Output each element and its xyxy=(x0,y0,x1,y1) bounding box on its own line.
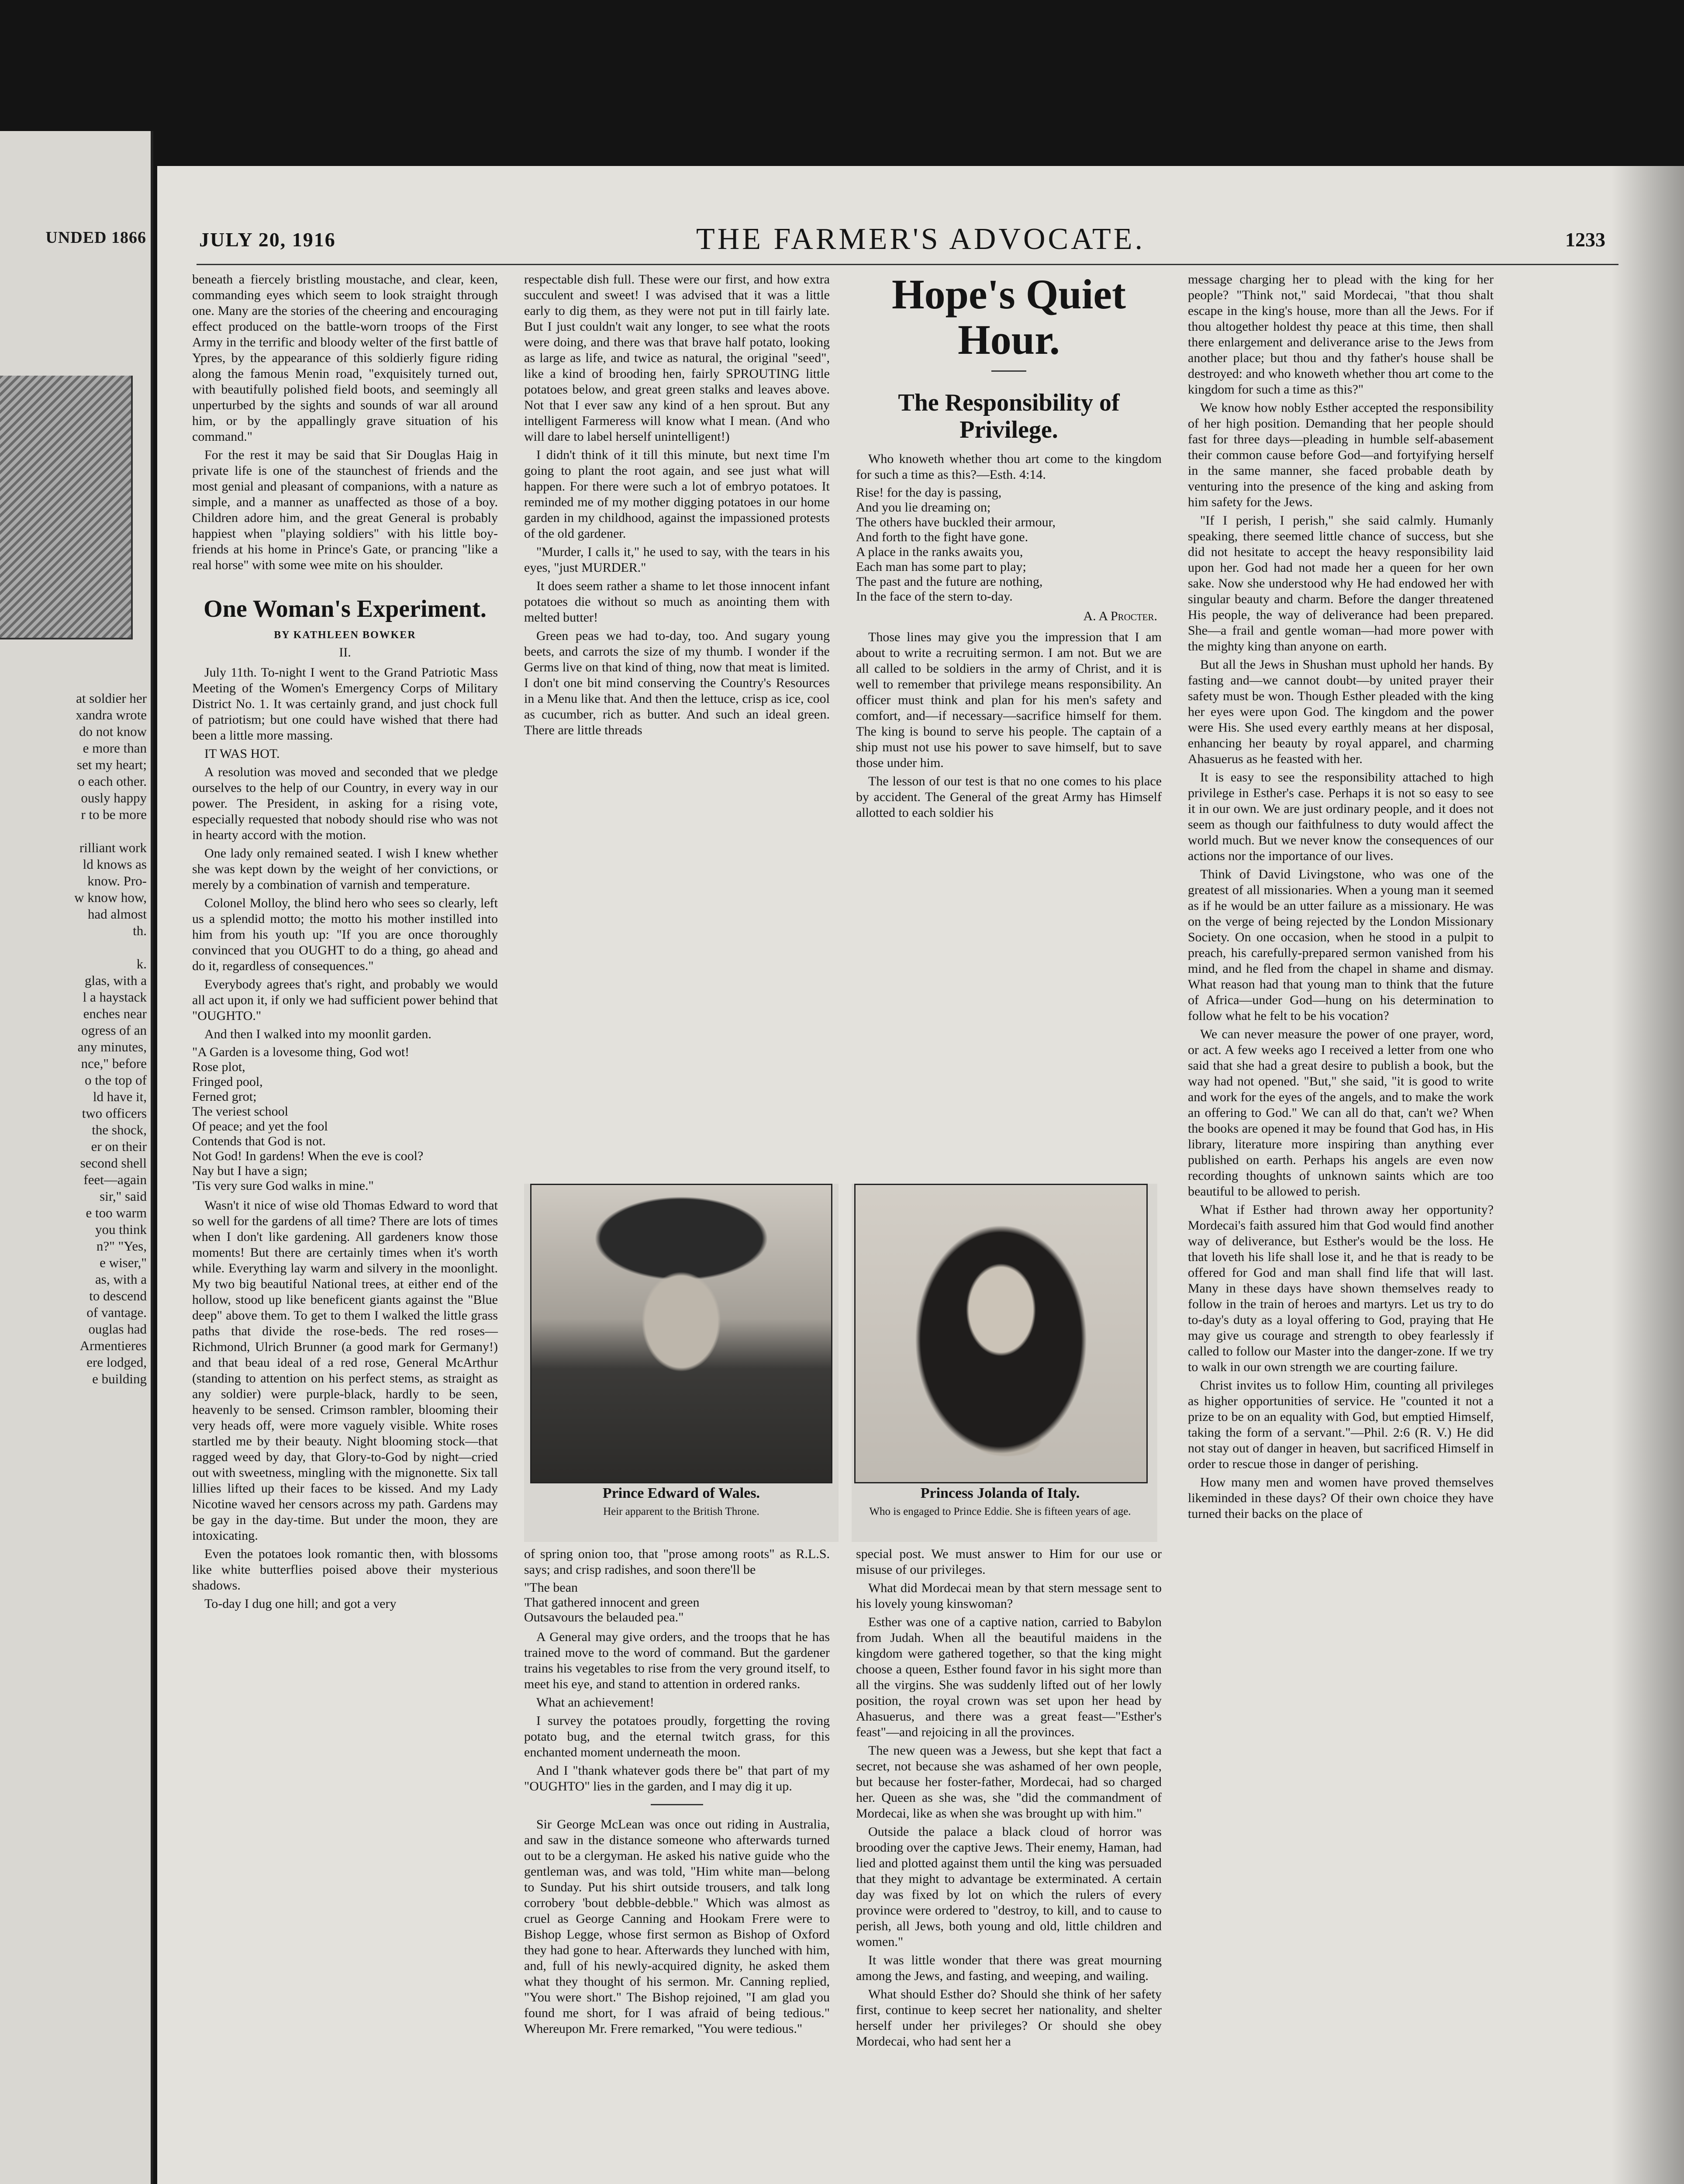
prince-subcaption: Heir apparent to the British Throne. xyxy=(603,1506,759,1517)
sermon-paragraph: We know how nobly Esther accepted the responsibility of her high position. Demanding that her people should fast for three days—pleading in humble self-abasement their common cause before God—and fortyifying herself in the same manner, she faced probable death by venturing into the presence of the king and asking from him safety for the Jews. xyxy=(1188,401,1494,509)
facing-page-line: glas, with a xyxy=(84,973,147,988)
princess-caption: Princess Jolanda of Italy. xyxy=(920,1485,1080,1501)
article-paragraph: Even the potatoes look romantic then, with blossoms like white butterflies poised above their mysterious shadows. xyxy=(192,1547,498,1593)
article-part: II. xyxy=(339,645,351,660)
facing-page-line: ously happy xyxy=(81,790,147,805)
publication-title: THE FARMER'S ADVOCATE. xyxy=(696,222,1146,256)
princess-subcaption: Who is engaged to Prince Eddie. She is fifteen years of age. xyxy=(869,1506,1131,1517)
sermon-paragraph: Outside the palace a black cloud of horror was brooding over the captive Jews. Their enemy, Haman, had lied and plotted against them until the king was persuaded that they might to advantage be exterminated. A certain day was fixed by lot on which the rulers of every province were ordered to "destroy, to kill, and to cause to perish, all Jews, both young and old, little children and women." xyxy=(856,1825,1162,1949)
photo-prince-block xyxy=(524,1184,839,1542)
page-header xyxy=(157,166,1684,271)
garden-poem: "A Garden is a lovesome thing, God wot! Rose plot, Fringed pool, Ferned grot; The veriest school Of peace; and yet the fool Contends that God is not. Not God! In gardens! When the eve is cool? Nay but I have a sign; 'Tis very sure God walks in mine." xyxy=(192,1045,424,1193)
sermon-paragraph: Esther was one of a captive nation, carried to Babylon from Judah. When all the beautiful maidens in the kingdom were gathered together, so that the king might choose a queen, Esther found favor in his sight more than all the virgins. She was suddenly lifted out of her lowly position, the royal crown was set upon her head by Ahasuerus, and there was a great feast—"Esther's feast"—and rejoicing in all the provinces. xyxy=(856,1615,1162,1739)
article-paragraph: It does seem rather a shame to let those innocent infant potatoes die without so much as anointing them with melted butter! xyxy=(524,579,830,625)
princess-photo xyxy=(854,1184,1148,1483)
article-paragraph: "Murder, I calls it," he used to say, with the tears in his eyes, "just MURDER." xyxy=(524,545,830,575)
epigraph: Who knoweth whether thou art come to the kingdom for such a time as this?—Esth. 4:14. xyxy=(856,452,1162,482)
sermon-paragraph: Think of David Livingstone, who was one of the greatest of all missionaries. When a young man it seemed as if he would be an utter failure as a missionary. He was on the verge of being rejected by the London Missionary Society. On one occasion, when he stood in a pulpit to preach, his carefully-prepared sermon vanished from his mind, and he fled from the chapel in shame and dismay. What reason had that young man to think that the future of Africa—under God—hung on his determination to follow what he felt to be his vocation? xyxy=(1188,867,1494,1023)
column-3-bottom xyxy=(856,1546,1162,2052)
haig-paragraph: beneath a fiercely bristling moustache, and clear, keen, commanding eyes which seem to look straight through one. Many are the stories of the cheering and encouraging effect produced on the battle-worn troops of the First Army in the terrific and bloody welter of the first battle of Ypres, by the appearance of this soldierly figure riding along the famous Menin road, "exquisitely turned out, with beautifully polished field boots, and seemingly all unperturbed by the sights and sounds of war all around him, or by the appallingly grave situation of his command." xyxy=(192,272,498,444)
facing-page-line: you think xyxy=(95,1222,147,1237)
column-3-top xyxy=(856,272,1162,823)
facing-page-line: er on their xyxy=(91,1139,147,1154)
facing-page-line: e too warm xyxy=(86,1205,147,1220)
facing-page-line: e building xyxy=(92,1371,147,1386)
facing-page-line: as, with a xyxy=(95,1272,147,1287)
facing-page-line: o the top of xyxy=(84,1072,147,1088)
prince-photo xyxy=(530,1184,832,1483)
facing-page-line: w know how, xyxy=(74,890,147,905)
facing-page-line: at soldier her xyxy=(76,691,147,706)
section-subtitle: The Responsibility of Privilege. xyxy=(898,389,1120,443)
facing-page-line: o each other. xyxy=(78,774,147,789)
article-paragraph: One lady only remained seated. I wish I knew whether she was kept down by the weight of her convictions, or merely by a combination of varnish and temperature. xyxy=(192,846,498,892)
prince-caption: Prince Edward of Wales. xyxy=(602,1485,760,1501)
article-paragraph: And then I walked into my moonlit garden. xyxy=(204,1027,431,1041)
column-2-top xyxy=(524,272,830,741)
sermon-paragraph: We can never measure the power of one prayer, word, or act. A few weeks ago I received a letter from one who said that she had a great desire to publish a book, but the way had not opened. "But," she said, "it is good to write and work for the eyes of the angels, and to make the work an offering to God." We can all do that, can't we? When the books are opened it may be found that God has, in His library, literature more inspiring than anything ever published on earth. Perhaps his angels are even now recording thoughts of unknown saints which are too beautiful to be allowed to perish. xyxy=(1188,1027,1494,1199)
article-paragraph: A resolution was moved and seconded that we pledge ourselves to the help of our Country, in every way in our power. The President, in asking for a rising vote, especially requested that nobody should rise who was not in hearty accord with the motion. xyxy=(192,765,498,842)
facing-page-line: ld knows as xyxy=(83,857,147,872)
haig-paragraph: For the rest it may be said that Sir Douglas Haig in private life is one of the staunchest of friends and the most genial and pleasant of companions, with a nature as simple, and a manner as unaffected as those of a boy. Children adore him, and the great General is probably happiest when "playing soldiers" with his little boy-friends at his home in Prince's Gate, or prancing "like a real horse" with some wee mite on his shoulder. xyxy=(192,448,498,572)
article-byline: BY KATHLEEN BOWKER xyxy=(274,629,416,641)
article-paragraph: July 11th. To-night I went to the Grand Patriotic Mass Meeting of the Women's Emergency Corps of Military District No. 1. It was certainly grand, and just chock full of patriotism; but one could have wished that there had been a little more massing. xyxy=(192,665,498,743)
facing-page-line: e wiser," xyxy=(100,1255,147,1270)
facing-page-line: ouglas had xyxy=(88,1321,147,1337)
photo-princess-block xyxy=(852,1184,1157,1542)
sermon-paragraph: message charging her to plead with the king for her people? "Think not," said Mordecai, "that thou shalt escape in the king's house, more than all the Jews. For if thou altogether holdest thy peace at this time, then shall there enlargement and deliverance arise to the Jews from another place; but thou and thy father's house shall be destroyed: and who knoweth whether thou art come to the kingdom for such a time as this?" xyxy=(1188,272,1494,397)
article-paragraph: I didn't think of it till this minute, but next time I'm going to plant the root again, and see just what will happen. For there were such a lot of embryo potatoes. It reminded me of my mother digging potatoes in our home garden in my childhood, against the impassioned protests of the old gardener. xyxy=(524,448,830,541)
article-paragraph: What an achievement! xyxy=(536,1695,654,1710)
facing-page-line: the shock, xyxy=(92,1122,147,1137)
facing-page-fragment xyxy=(0,131,153,2184)
sermon-paragraph: What did Mordecai mean by that stern message sent to his lovely young kinswoman? xyxy=(856,1581,1162,1611)
page-number: 1233 xyxy=(1565,228,1605,251)
sermon-paragraph: Christ invites us to follow Him, counting all privileges as higher opportunities of service. He "counted it not a prize to be on an equality with God, but emptied Himself, taking the form of a servant."—Phil. 2:6 (R. V.) He did not stay out of danger in heaven, but sacrificed Himself in order to rescue those in danger of perishing. xyxy=(1188,1378,1494,1471)
facing-page-line: rilliant work xyxy=(79,840,147,855)
facing-page-line: sir," said xyxy=(100,1189,147,1204)
facing-page-line: n?" "Yes, xyxy=(96,1238,147,1254)
sermon-paragraph: Those lines may give you the impression that I am about to write a recruiting sermon. I am not. But we are all called to be soldiers in the army of Christ, and it is well to remember that privilege means responsibility. An officer must think and plan for his men's safety and comfort, and—if necessary—sacrifice himself for them. The king is bound to serve his people. The captain of a ship must not use his power to save himself, but to save those under him. xyxy=(856,630,1162,770)
article-paragraph: A General may give orders, and the troops that he has trained move to the word of command. But the gardener trains his vegetables to rise from the very ground itself, to meet his eye, and stand to attention in ordered ranks. xyxy=(524,1630,830,1691)
facing-page-line: any minutes, xyxy=(77,1039,147,1054)
facing-page-line: k. xyxy=(136,956,147,971)
facing-page-line: r to be more xyxy=(81,807,147,822)
facing-page-line: enches near xyxy=(83,1006,147,1021)
sermon-paragraph: What if Esther had thrown away her opportunity? Mordecai's faith assured him that God would find another way of deliverance, but Esther's would be the loss. He that loveth his life shall lose it, and he that is ready to be offered for God and man shall find life that will last. Many in these days have shown themselves ready to follow in the train of heroes and martyrs. Let us try to do to-day's duty as a loyal offering to God, praying that He may give us courage and strength to obey fearlessly if called to follow our Master into the danger-zone. If we try to walk in our own strength we are courting failure. xyxy=(1188,1203,1494,1374)
column-4 xyxy=(1188,272,1494,1524)
bean-poem: "The bean That gathered innocent and green Outsavours the belauded pea." xyxy=(524,1580,700,1624)
article-paragraph: I survey the potatoes proudly, forgetting the roving potato bug, and the eternal twitch grass, for this enchanted moment underneath the moon. xyxy=(524,1714,830,1759)
poem-author: A. A Procter. xyxy=(1083,609,1157,623)
article-paragraph: Wasn't it nice of wise old Thomas Edward to word that so well for the gardens of all time? There are lots of times when I don't like gardening. All gardeners know those moments! But there are certainly times when it's worth while. Everything lay warm and silvery in the moonlight. My two big beautiful National trees, at either end of the hollow, stood up like beneficent giants against the "Blue deep" above them. To get to them I walked the little grass paths that divide the rose-beds. The red roses—Richmond, Ulrich Brunner (a good mark for Germany!) and that beau ideal of a red rose, General McArthur (standing to attention on his perfect stems, as straight as any soldier) were purple-black, hardly to be seen, heavenly to be sensed. Crimson rambler, blooming their very heads off, were more vaguely visible. White roses startled me by their beauty. Night blooming stock—that ragged weed by day, that Glory-to-God by night—cried out with sweetness, mingling with the mignonette. Six tall lillies lifted up their faces to be kissed. And my Lady Nicotine waved her censors across my path. Gardens may be gay in the day-time. But under the moon, they are intoxicating. xyxy=(192,1198,498,1543)
newspaper-page xyxy=(157,166,1684,2184)
sermon-paragraph: How many men and women have proved themselves likeminded in these days? Of their own choice they have turned their backs on the place of xyxy=(1188,1475,1494,1521)
facing-page-line: xandra wrote xyxy=(76,707,147,722)
section-title: Hope's Quiet Hour. xyxy=(891,271,1126,363)
facing-page-line: to descend xyxy=(89,1288,147,1303)
article-paragraph: Everybody agrees that's right, and probably we would all act upon it, if only we had sufficient power behind that "OUGHTO." xyxy=(192,977,498,1023)
sermon-paragraph: It was little wonder that there was great mourning among the Jews, and fasting, and weeping, and wailing. xyxy=(856,1953,1162,1983)
column-1 xyxy=(192,272,498,1614)
facing-page-line: two officers xyxy=(82,1106,147,1121)
article-paragraph: And I "thank whatever gods there be" that part of my "OUGHTO" lies in the garden, and I may dig it up. xyxy=(524,1763,830,1794)
sermon-paragraph: But all the Jews in Shushan must uphold her hands. By fasting and—we cannot doubt—by united prayer their safety must be won. Though Esther pleaded with the king her eyes were upon God. The kingdom and the power were His. She used every earthly means at her disposal, enhancing her beauty by royal apparel, and charming Ahasuerus as he feasted with her. xyxy=(1188,657,1494,766)
facing-page-line: l a haystack xyxy=(83,989,147,1005)
sermon-paragraph: What should Esther do? Should she think of her safety first, continue to keep secret her nationality, and shelter herself under her privileges? Or should she obey Mordecai, who had sent her a xyxy=(856,1987,1162,2049)
facing-page-line: do not know xyxy=(79,724,147,739)
facing-page-line: ere lodged, xyxy=(86,1355,147,1370)
facing-page-line: ld have it, xyxy=(93,1089,147,1104)
sermon-paragraph: "If I perish, I perish," she said calmly. Humanly speaking, there seemed little chance of success, but she did not hesitate to accept the heavy responsibility laid upon her. God had not made her a queen for her own sake. Now she understood why He had endowed her with singular beauty and charm. Before the danger threatened His people, the way of deliverance had been prepared. She—a frail and gentle woman—had more power with the mighty king than anyone on earth. xyxy=(1188,513,1494,653)
page-date: JULY 20, 1916 xyxy=(199,228,336,251)
section-rule xyxy=(991,370,1026,372)
facing-page-line xyxy=(3,823,147,840)
facing-page-line: of vantage. xyxy=(86,1305,147,1320)
facing-page-text xyxy=(3,690,147,1387)
facing-page-line: nce," before xyxy=(81,1056,147,1071)
article-title: One Woman's Experiment. xyxy=(204,595,487,622)
anecdote-paragraph: Sir George McLean was once out riding in Australia, and saw in the distance someone who afterwards turned out to be a clergyman. He asked his native guide who the gentleman was, and was told, "Him white man—belong to Sunday. Put his shirt outside trousers, and talk long corrobery 'bout debble-debble." Which was almost as cruel as George Canning and Hookam Frere were to Bishop Legge, whose first sermon as Bishop of Oxford they had gone to hear. Afterwards they lunched with him, and, full of his newly-acquired dignity, he asked them what they thought of his sermon. Mr. Canning replied, "You were short." The Bishop rejoined, "I am glad you found me short, for I was afraid of being tedious." Whereupon Mr. Frere remarked, "You were tedious." xyxy=(524,1817,830,2036)
facing-page-line: th. xyxy=(133,923,147,938)
page-edge-shadow xyxy=(1612,166,1684,2184)
article-paragraph: of spring onion too, that "prose among roots" as R.L.S. says; and crisp radishes, and soon there'll be xyxy=(524,1547,830,1577)
facing-page-illustration xyxy=(0,376,133,639)
facing-page-line: feet—again xyxy=(83,1172,147,1187)
sermon-paragraph: The new queen was a Jewess, but she kept that fact a secret, not because she was ashamed of her own people, but because her foster-father, Mordecai, had so charged her. Queen as she was, she "did the commandment of Mordecai, like as when she was brought up with him." xyxy=(856,1743,1162,1821)
facing-page-line: e more than xyxy=(83,740,147,756)
facing-page-line: ogress of an xyxy=(81,1023,147,1038)
facing-page-line: Armentieres xyxy=(79,1338,147,1353)
section-divider xyxy=(651,1804,703,1805)
header-rule xyxy=(197,264,1618,265)
article-paragraph: respectable dish full. These were our first, and how extra succulent and sweet! I was advised that it was a little early to dig them, as they were not put in till fairly late. But I just couldn't wait any longer, to see what the roots were doing, and there was that brave half potato, looking as large as life, and twice as natural, the original "seed", like a kind of brooding hen, fairly SPROUTING little potatoes below, and great green stalks and leaves above. Not that I ever saw any kind of a hen sprout. But any intelligent Farmeress will know what I mean. (And who will dare to label herself unintelligent!) xyxy=(524,272,830,444)
facing-page-header: UNDED 1866 xyxy=(45,228,146,247)
sermon-paragraph: special post. We must answer to Him for our use or misuse of our privileges. xyxy=(856,1547,1162,1577)
sermon-paragraph: The lesson of our test is that no one comes to his place by accident. The General of the great Army has Himself allotted to each soldier his xyxy=(856,774,1162,820)
article-paragraph: Colonel Molloy, the blind hero who sees so clearly, left us a splendid motto; the motto his mother instilled into him from his youth up: "If you are once thoroughly convinced that you OUGHT to do a thing, go ahead and do it, regardless of consequences." xyxy=(192,896,498,973)
facing-page-line: had almost xyxy=(87,906,147,922)
article-paragraph: To-day I dug one hill; and got a very xyxy=(204,1597,397,1611)
facing-page-line: second shell xyxy=(80,1155,147,1171)
facing-page-line: know. Pro- xyxy=(87,873,147,888)
column-2-bottom xyxy=(524,1546,830,2039)
sermon-paragraph: It is easy to see the responsibility attached to high privilege in Esther's case. Perhaps it is not so easy to see it in our own. We are just ordinary people, and it does not seem as though our faithfulness to duty would affect the world much. But we never know the consequences of our actions nor the importance of our lives. xyxy=(1188,770,1494,863)
article-paragraph: IT WAS HOT. xyxy=(204,746,280,761)
procter-poem: Rise! for the day is passing, And you lie dreaming on; The others have buckled their armour, And forth to the fight have gone. A place in the ranks awaits you, Each man has some part to play; The past and the future are nothing, In the face of the stern to-day. xyxy=(856,485,1056,604)
facing-page-line xyxy=(3,939,147,956)
article-paragraph: Green peas we had to-day, too. And sugary young beets, and carrots the size of my thumb. I wonder if the Germs live on that kind of thing, now that meat is limited. I don't one bit mind conserving the Country's Resources in a Menu like that. And then the lettuce, crisp as ice, cool as cucumber, rich as butter. And such an ideal green. There are little threads xyxy=(524,629,830,737)
facing-page-line: set my heart; xyxy=(76,757,147,772)
